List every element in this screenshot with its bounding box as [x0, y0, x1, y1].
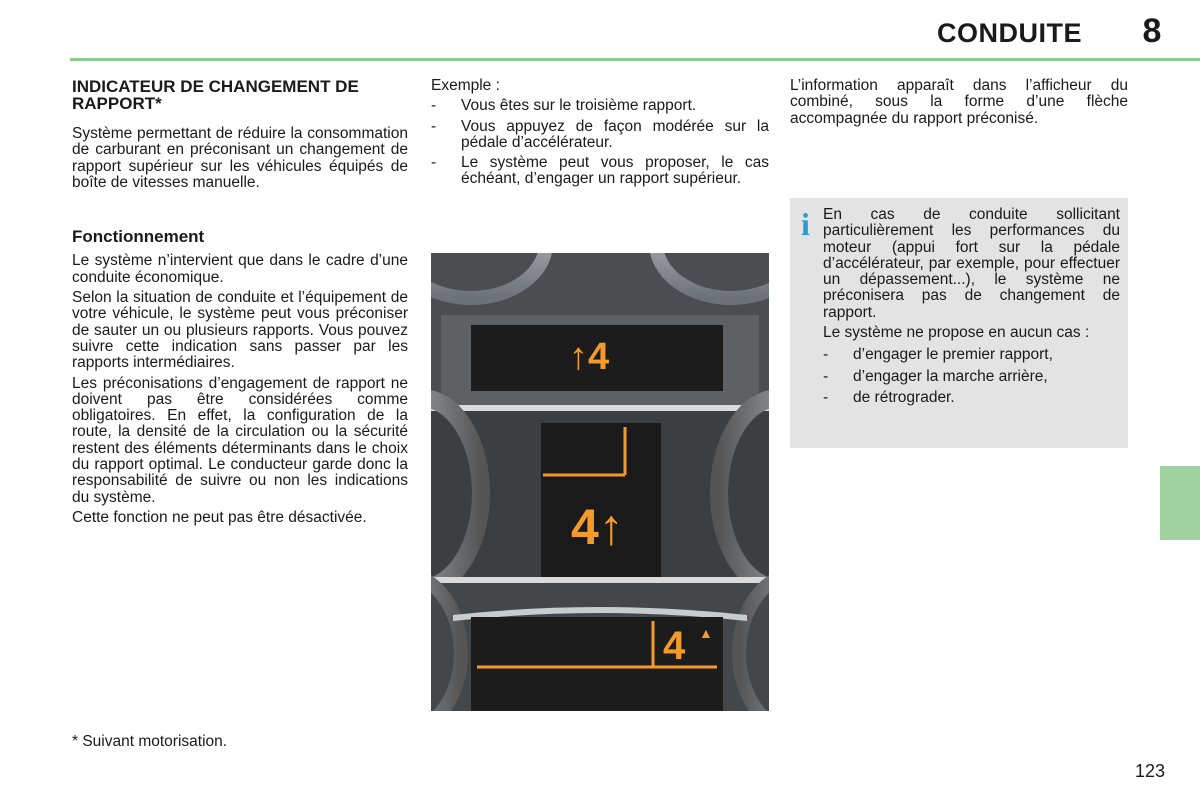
list-item: - d’engager la marche arrière,	[823, 369, 1120, 385]
dashboard-figure	[431, 253, 769, 711]
column-left	[72, 78, 408, 530]
up-arrow-icon: ▲	[699, 625, 713, 641]
display-2-indicator: 4↑	[571, 499, 624, 555]
paragraph: Selon la situation de conduite et l’équipement de votre véhicule, le système peut vous préconiser de sauter un ou plusieurs rapports. Vous pouvez suivre cette indication sans passer par les rapports intermédiaires.	[72, 289, 408, 372]
info-icon: i	[801, 206, 810, 242]
header-rule	[70, 58, 1200, 61]
intro-paragraph: Système permettant de réduire la consommation de carburant en préconisant un changement de rapport supérieur sur les véhicules équipés de boîte de vitesses manuelle.	[72, 125, 408, 191]
display-1-indicator: ↑4	[569, 336, 610, 378]
chapter-number: 8	[1142, 12, 1162, 50]
info-box	[790, 198, 1128, 448]
info-paragraph: Le système ne propose en aucun cas :	[823, 324, 1090, 342]
subsection-heading: Fonctionnement	[72, 227, 205, 247]
list-item: - Le système peut vous proposer, le cas échéant, d’engager un rapport supérieur.	[431, 155, 769, 188]
chapter-title: CONDUITE	[937, 18, 1082, 48]
paragraph: Le système n’intervient que dans le cadre d’une conduite économique.	[72, 252, 408, 286]
list-item: - de rétrograder.	[823, 390, 1120, 406]
list-item: - d’engager le premier rapport,	[823, 347, 1120, 363]
column-middle	[431, 78, 769, 192]
info-list	[823, 347, 1120, 406]
info-paragraph: En cas de conduite sollicitant particulièrement les performances du moteur (appui fort sur la pédale d’accélérateur, par exemple, pour effectuer un dépassement...), le système ne préconisera pas de changement de rapport.	[823, 206, 1120, 321]
display-info-paragraph: L’information apparaît dans l’afficheur du combiné, sous la forme d’une flèche accompagnée du rapport préconisé.	[790, 77, 1128, 127]
list-item: - Vous appuyez de façon modérée sur la pédale d’accélérateur.	[431, 119, 769, 152]
page-number: 123	[1135, 761, 1166, 781]
column-right	[790, 78, 1128, 131]
list-item: - Vous êtes sur le troisième rapport.	[431, 98, 769, 114]
example-list	[431, 98, 769, 187]
section-heading: INDICATEUR DE CHANGEMENT DE RAPPORT*	[72, 77, 359, 113]
paragraph: Cette fonction ne peut pas être désactivée.	[72, 508, 367, 526]
footnote: * Suivant motorisation.	[72, 733, 228, 750]
example-label: Exemple :	[431, 77, 500, 94]
chapter-side-tab	[1160, 466, 1200, 540]
display-3-gear: 4	[663, 624, 686, 668]
paragraph: Les préconisations d’engagement de rapport ne doivent pas être considérées comme obligatoires. En effet, la configuration de la route, la densité de la circulation ou la sécurité restent des éléments déterminants dans le choix du rapport optimal. Le conducteur garde donc la responsabilité de suivre ou non les indications du système.	[72, 374, 408, 506]
